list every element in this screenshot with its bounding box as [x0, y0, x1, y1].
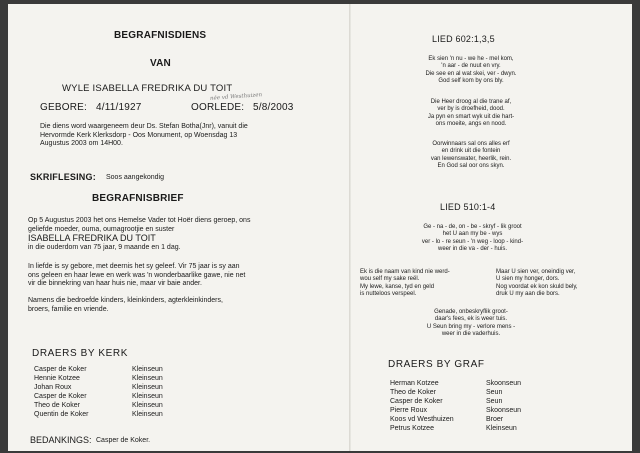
table-row: Casper de Koker: [34, 366, 87, 373]
hymn-2-verse-4: Genade, onbeskryflik groot- daar's fees, ek is weer tuis. U Seun bring my - verlore mens - weer in die vaderhuis.: [426, 309, 516, 338]
table-row: Casper de Koker: [390, 398, 443, 405]
table-row: Casper de Koker: [34, 393, 87, 400]
fold-line: [349, 4, 351, 451]
grave-bearers-names: [390, 379, 454, 433]
service-text: Die diens word waargeneem deur Ds. Stefan Botha(Jnr), vanuit die Hervormde Kerk Klerksdorp - Oos Monument, op Woensdag 13 Augustus 2003 om 14H00.: [40, 123, 248, 148]
table-row: Hennie Kotzee: [34, 375, 80, 382]
handwritten-note: née vd Westhuizen: [209, 92, 263, 102]
deceased-name-line: WYLE ISABELLA FREDRIKA DU TOIT: [62, 83, 233, 94]
letter-paragraph-3: Namens die bedroefde kinders, kleinkinders, agterkleinkinders, broers, familie en vriende.: [28, 297, 223, 313]
letter-deceased-name: ISABELLA FREDRIKA DU TOIT: [28, 233, 156, 243]
letter-age: in die ouderdom van 75 jaar, 9 maande en 1 dag.: [28, 244, 181, 251]
table-row: Pierre Roux: [390, 407, 427, 414]
table-row: Koos vd Westhuizen: [390, 416, 454, 423]
letter-paragraph-2: In liefde is sy gebore, met deernis het sy geleef. Vir 75 jaar is sy aan ons geleen en haar lewe en werk was 'n wonderbaarlike gawe, nie net vir die binnekring van haar huis nie, maar vir baie ander.: [28, 263, 246, 288]
table-row: Herman Kotzee: [390, 380, 439, 387]
hymn-1-verse-3: Oorwinnaars sal ons alles erf en drink uit die fontein van lewenswater, heerlik, rein. En God sal oor ons skyn.: [430, 141, 512, 170]
church-bearers-heading: DRAERS BY KERK: [32, 348, 129, 359]
table-row: Petrus Kotzee: [390, 425, 434, 432]
hymn-1-title: LIED 602:1,3,5: [432, 34, 495, 44]
grave-bearers-heading: DRAERS BY GRAF: [388, 359, 485, 370]
table-row: Theo de Koker: [34, 402, 80, 409]
letter-heading: BEGRAFNISBRIEF: [92, 193, 184, 204]
hymn-2-verse-3: Maar U sien ver, oneindig ver, U sien my honger, dors. Nog voordat ek kon skuld bely, druk U my aan die bors.: [496, 269, 578, 298]
died-date: 5/8/2003: [253, 102, 294, 113]
hymn-2-verse-1: Ge - na - de, on - be - skryf - lik groot het U aan my be - wys ver - lo - re seun - 'n weg - loop - kind- weer in die va - der - huis.: [421, 224, 524, 253]
funeral-program-sheet: [8, 4, 632, 451]
table-row: Quentin de Koker: [34, 411, 89, 418]
church-bearers-relations: Kleinseun Kleinseun Kleinseun Kleinseun Kleinseun Kleinseun: [132, 366, 163, 418]
service-heading: BEGRAFNISDIENS: [114, 30, 207, 41]
hymn-1-verse-1: Ek sien 'n nu - we he - mel kom, 'n aar - de nuut en vry. Die see en al wat skei, ver - dwyn. God self kom by ons bly.: [425, 56, 517, 85]
grave-bearers-relations: Skoonseun Seun Seun Skoonseun Broer Kleinseun: [486, 380, 522, 432]
hymn-2-title: LIED 510:1-4: [440, 202, 496, 212]
thanks-label: BEDANKINGS:: [30, 435, 92, 445]
church-bearers-names: [34, 365, 88, 419]
born-label: GEBORE:: [40, 102, 87, 113]
scripture-value: Soos aangekondig: [106, 174, 164, 181]
born-date: 4/11/1927: [96, 102, 142, 113]
van-label: VAN: [150, 58, 171, 69]
thanks-value: Casper de Koker.: [96, 437, 151, 444]
letter-paragraph-1: Op 5 Augustus 2003 het ons Hemelse Vader tot Hoër diens geroep, ons geliefde moeder, ouma, oumagrootjie en suster: [28, 217, 251, 233]
table-row: Johan Roux: [34, 384, 72, 391]
hymn-2-verse-2: Ek is die naam van kind nie werd- wou self my sake reël. My lewe, kanse, tyd en geld is nutteloos verspeel.: [360, 269, 450, 298]
scripture-label: SKRIFLESING:: [30, 172, 96, 182]
died-label: OORLEDE:: [191, 102, 245, 113]
table-row: Theo de Koker: [390, 389, 436, 396]
hymn-1-verse-2: Die Heer droog al die trane af, ver by is droefheid, dood. Ja pyn en smart wyk uit die hart- ons moeite, angs en nood.: [427, 99, 515, 128]
